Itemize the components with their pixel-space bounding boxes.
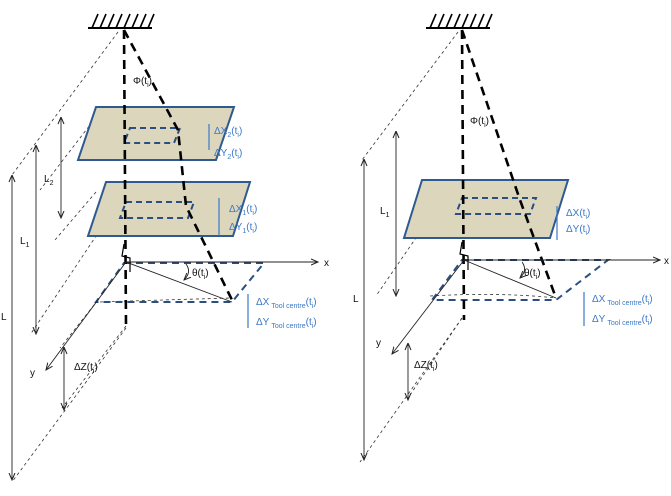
left-l-label: L — [1, 312, 7, 323]
left-x-label: x — [324, 258, 329, 269]
right-dx-label: $\Delta X(t_i)$ — [566, 208, 591, 221]
left-dxtool-label: ΔX $_{Tool centre}(t_i)$ — [256, 297, 317, 310]
right-x-label: x — [664, 256, 669, 267]
right-vertical-cable — [462, 30, 464, 320]
left-theta-arc — [184, 264, 189, 280]
left-phi-label: $\Phi(t_i)$ — [133, 76, 152, 89]
right-guide-line — [362, 32, 458, 160]
left-dy1-label: $\Delta Y_1(t_i)$ — [229, 222, 258, 235]
left-middle-plate — [88, 182, 250, 236]
left-ceiling-support — [88, 14, 154, 28]
right-dytool-label: ΔY $_{Tool centre}(t_i)$ — [592, 314, 653, 327]
right-phi-label: $\Phi(t_i)$ — [470, 116, 489, 129]
left-deflected-cable — [124, 30, 232, 300]
right-deflected-cable — [462, 30, 556, 298]
right-dxtool-label: ΔX $_{Tool centre}(t_i)$ — [592, 294, 653, 307]
right-tool-plane — [432, 260, 608, 300]
left-guide-line — [30, 230, 100, 335]
left-vertical-cable — [124, 30, 126, 326]
left-guide-line — [12, 328, 126, 482]
right-diagram — [353, 14, 669, 462]
left-top-plate — [78, 107, 234, 160]
left-y-axis — [46, 262, 126, 370]
right-ceiling-support — [426, 14, 492, 28]
right-guide-line — [408, 318, 462, 398]
right-l-label: L — [353, 294, 359, 305]
left-diagram — [1, 14, 329, 482]
right-y-label: y — [376, 338, 381, 349]
left-l1-label: $L_1$ — [20, 236, 30, 249]
left-dx2-label: $\Delta X_2(t_i)$ — [214, 126, 243, 139]
right-dy-label: $\Delta Y(t_i)$ — [566, 224, 591, 237]
right-guide-line — [376, 232, 420, 296]
left-theta-label: $\theta(t_i)$ — [192, 268, 209, 281]
left-l2-label: $L_2$ — [44, 174, 54, 187]
left-dz-label: $\Delta Z(t_i)$ — [74, 362, 98, 375]
right-y-axis — [392, 260, 464, 354]
left-y-label: y — [30, 368, 35, 379]
left-dy2-label: $\Delta Y_2(t_i)$ — [214, 148, 243, 161]
right-theta-label: $\theta(t_i)$ — [524, 268, 541, 281]
right-tool-arc — [430, 294, 556, 298]
left-dytool-label: ΔY $_{Tool centre}(t_i)$ — [256, 317, 317, 330]
right-tool-offset-line — [464, 260, 556, 298]
right-plate — [404, 180, 568, 238]
right-dz-label: $\Delta Z(t_i)$ — [414, 360, 438, 373]
left-dx1-label: $\Delta X_1(t_i)$ — [229, 204, 258, 217]
right-l1-label: $L_1$ — [380, 206, 390, 219]
